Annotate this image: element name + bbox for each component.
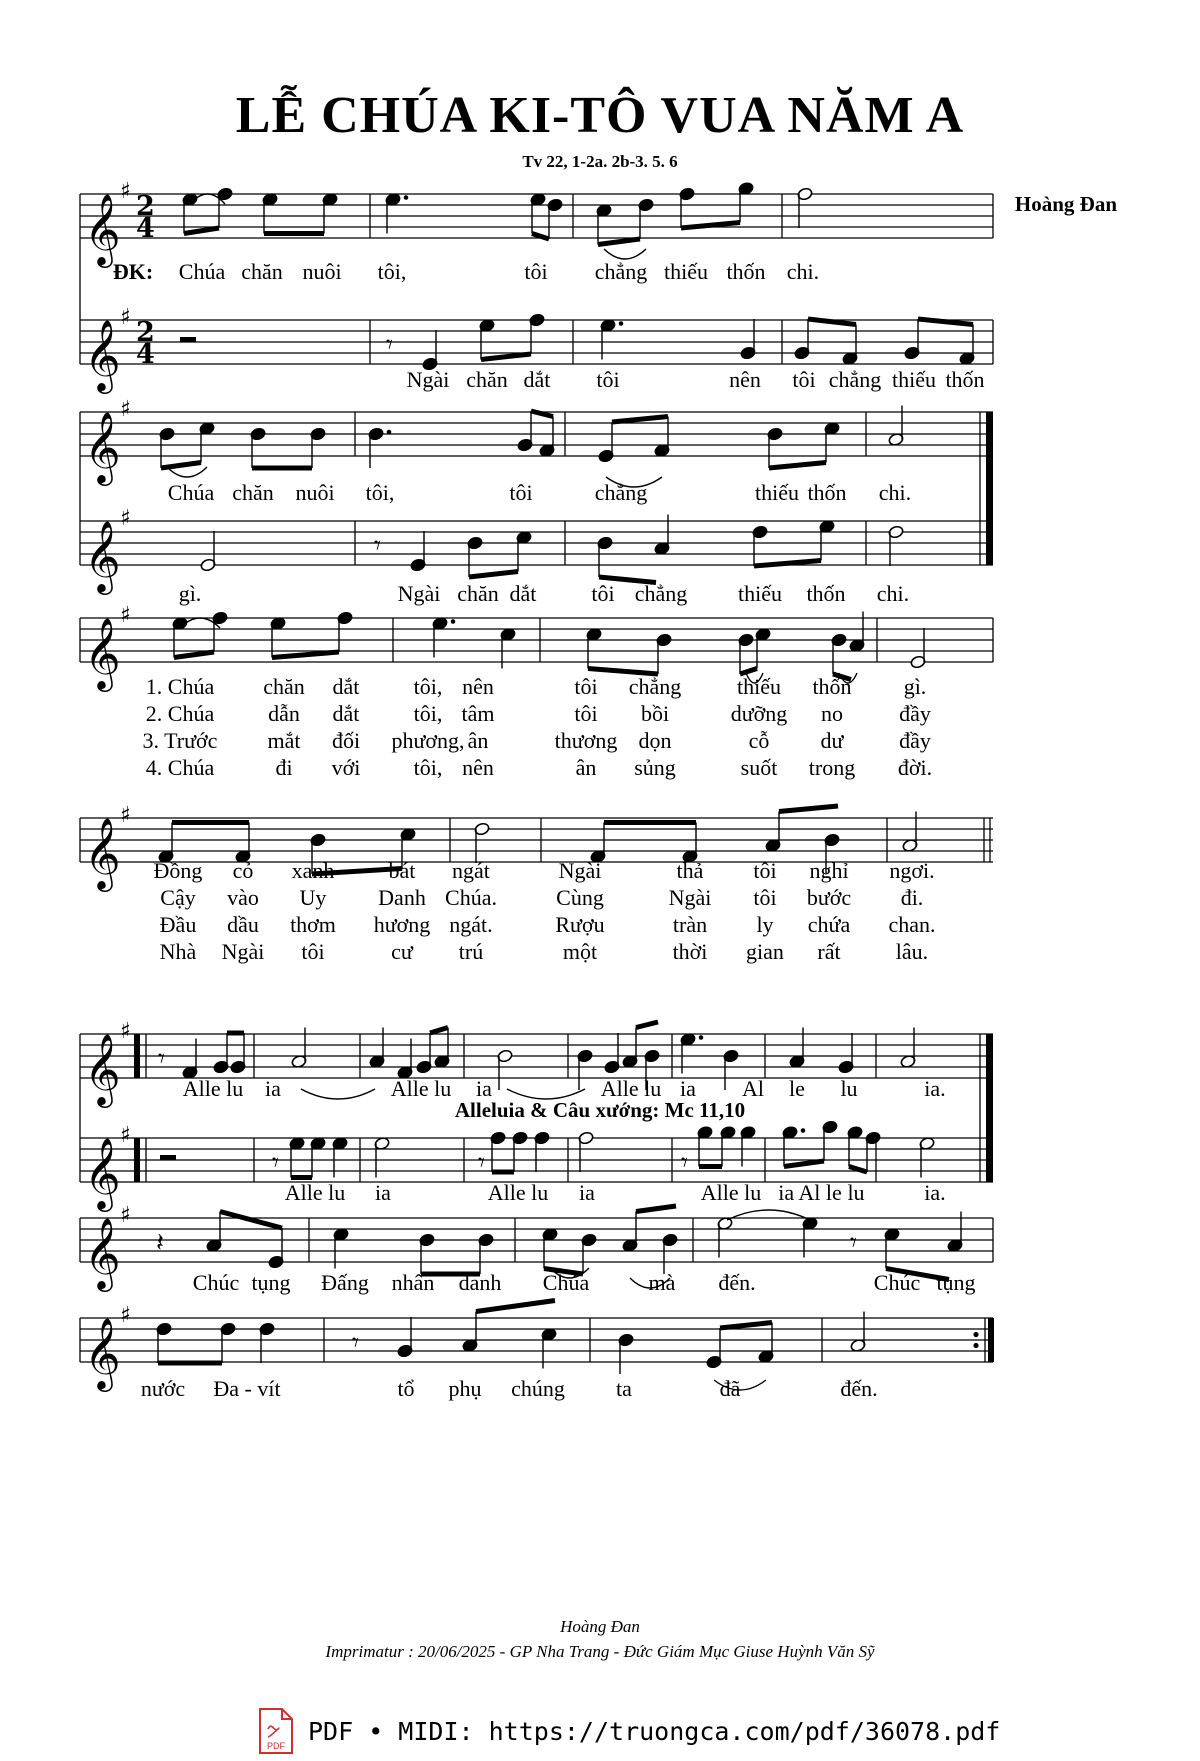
lyric-refrain-bottom: nên [729,367,761,392]
alleluia-top-lyric: Alle lu [600,1076,662,1101]
key-sharp: ♯ [120,603,131,628]
repeat-start [134,1138,140,1182]
lyric-s2-bottom: chăn [457,581,499,606]
alleluia-top-lyric: lu [840,1076,858,1101]
svg-text:𝄞: 𝄞 [84,1032,121,1105]
note [410,531,426,572]
note [529,313,545,354]
note [490,1131,506,1172]
alleluia-top-lyric: Al [742,1076,764,1101]
note [213,1033,229,1074]
verse-a-line-4: ân [575,755,597,780]
verse-a-line-2: 2. Chúa [145,701,215,726]
lyric-refrain-top: chi. [786,259,820,284]
beam [769,463,826,469]
alleluia-top-lyric: ia [476,1076,492,1101]
pdf-icon-label: PDF [267,1741,285,1751]
key-sharp: ♯ [120,1123,131,1148]
verse-a-line-4: đi [275,755,293,780]
beam [184,228,219,234]
note [268,1228,284,1269]
repeat-start [134,1034,140,1078]
alleluia-top-lyric: ia. [924,1076,946,1101]
key-sharp: ♯ [120,179,131,204]
note [212,611,228,652]
note [250,427,266,468]
treble-clef [84,816,121,892]
verse-a-line-2: dưỡng [730,701,788,726]
lyric-refrain-bottom: tôi [596,367,620,392]
note [217,187,233,228]
verse-b-line-1: thả [676,858,704,883]
verse-a-line-2: no [821,701,843,726]
note [794,319,810,360]
verse-a-line-1: thiếu [737,674,781,699]
beam [720,1323,772,1329]
svg-text:𝄞: 𝄞 [84,410,121,483]
lyric-s2-bottom: Ngài [397,581,441,606]
footer-imprimatur: Imprimatur : 20/06/2025 - GP Nha Trang - Đức Giám Mục Giuse Huỳnh Văn Sỹ [325,1642,875,1661]
note [397,1317,413,1358]
lyric-s2-top: thiếu [755,480,799,505]
svg-text:𝄞: 𝄞 [84,816,121,889]
svg-text:𝄞: 𝄞 [84,1136,121,1209]
verse-b-line-1: xanh [291,858,335,883]
note [310,427,326,468]
note [679,187,695,228]
verse-b-line-1: Đồng [153,858,203,883]
verse-line-2: tổ [397,1376,415,1401]
verse-line-2: Đa - vít [213,1376,281,1401]
note [618,1333,634,1374]
verse-a-line-1: chăn [263,674,305,699]
verse-b-line-1: bát [388,858,416,883]
verse-a-line-2: đầy [899,701,931,726]
verse-a-line-4: đời. [897,755,933,780]
note [259,1322,275,1363]
note [604,1033,620,1074]
note [577,1049,593,1090]
treble-clef [84,1032,121,1108]
lyric-refrain-bottom: thiếu [892,367,936,392]
verse-line-1: Chúa [542,1270,590,1295]
alleluia-bottom-lyric: Alle lu [487,1180,549,1205]
note [752,525,768,566]
beam [174,652,214,658]
lyric-s2-top: tôi [509,480,533,505]
verse-line-1: Chúc [873,1270,921,1295]
time-sig-top: 2 [136,317,155,348]
note [467,536,483,577]
note [517,411,533,452]
verse-b-line-2: Cùng [556,885,604,910]
lyric-refrain-bottom: dắt [523,367,551,392]
page-title: LỄ CHÚA KI-TÔ VUA NĂM A [235,87,965,144]
verse-a-line-3: đối [331,728,361,753]
verse-a-line-2: tôi, [413,701,443,726]
lyric-s2-top: chi. [878,480,912,505]
lyric-refrain-bottom: thốn [945,367,985,392]
alleluia-top-lyric: ia [680,1076,696,1101]
verse-a-line-1: thốn [812,674,852,699]
note [662,1233,678,1274]
staff-2-voice-1 [80,412,993,456]
alleluia-bottom-lyric: ia Al le [778,1180,842,1205]
verse-a-line-3: mắt [267,728,301,753]
verse-b-line-1: ngát [452,858,490,883]
alleluia-top-lyric: ia [265,1076,281,1101]
note [910,628,926,669]
eighth-rest: 𝄾 [374,531,381,561]
verse-b-line-2: vào [227,885,259,910]
time-sig-bottom: 4 [136,339,155,370]
verse-b-line-2: đi. [900,885,924,910]
half-rest [160,1155,176,1160]
pdf-midi-link[interactable] [256,1707,1000,1755]
note [904,319,920,360]
key-sharp: ♯ [120,1019,131,1044]
verse-line-2: phụ [448,1376,482,1401]
lyric-refrain-top: thốn [726,259,766,284]
verse-a-line-1: 1. Chúa [145,674,215,699]
eighth-rest: 𝄾 [478,1148,485,1178]
treble-clef [84,410,121,486]
note [534,1131,550,1172]
verse-b-line-1: Ngài [558,858,602,883]
verse-b-line-3: chứa [807,912,851,937]
verse-a-line-4: nên [462,755,494,780]
verse-b-line-3: dầu [227,912,259,937]
verse-a-line-3: ân [467,728,489,753]
lyric-refrain-top: tôi [524,259,548,284]
treble-clef [84,318,121,394]
note [220,1322,236,1363]
verse-b-line-4: lâu. [895,939,929,964]
verse-line-1: danh [458,1270,502,1295]
verse-b-line-1: cỏ [232,858,254,883]
note [797,187,813,228]
verse-line-1: nhân [391,1270,435,1295]
verse-a-line-3: 3. Trước [142,728,218,753]
verse-a-line-1: tôi [574,674,598,699]
svg-text:𝄞: 𝄞 [84,1316,121,1389]
note [478,1233,494,1274]
verse-a-line-2: dắt [332,701,360,726]
alleluia-bottom-lyric: ia. [924,1180,946,1205]
verse-a-line-1: gì. [903,674,927,699]
treble-clef [84,1136,121,1212]
svg-text:𝄞: 𝄞 [84,1216,121,1289]
lyric-s2-bottom: dắt [509,581,537,606]
treble-clef [84,192,121,268]
note [230,1033,246,1074]
verse-b-line-2: bước [806,885,852,910]
eighth-rest: 𝄾 [850,1228,857,1258]
verse-a-line-4: suốt [740,755,778,780]
beam [272,652,339,658]
note [474,822,490,863]
beam [481,354,531,360]
verse-a-line-4: với [331,755,361,780]
lyric-s2-bottom: thốn [806,581,846,606]
time-sig-top: 2 [136,191,155,222]
lyric-s2-top: thốn [807,480,847,505]
lyric-s2-bottom: thiếu [738,581,782,606]
verse-b-line-4: trú [458,939,484,964]
note [865,1131,881,1172]
time-sig-bottom: 4 [136,213,155,244]
verse-b-line-2: tôi [753,885,777,910]
verse-a-line-3: cỗ [748,728,770,753]
lyric-refrain-top: nuôi [302,259,342,284]
key-sharp: ♯ [120,1203,131,1228]
quarter-rest: 𝄽 [156,1228,164,1258]
note [723,1049,739,1090]
note [159,427,175,468]
note [497,1049,513,1090]
verse-b-line-3: ngát. [449,912,493,937]
verse-a-line-3: phương, [391,728,465,753]
beam [430,1028,448,1034]
note [656,633,672,674]
lyric-s2-bottom: tôi [591,581,615,606]
staff-verse-2 [80,1318,993,1362]
beam [784,1161,824,1167]
note [416,1033,432,1074]
key-sharp: ♯ [120,1303,131,1328]
svg-text:𝄞: 𝄞 [84,519,121,592]
note [200,531,216,572]
alleluia-bottom-lyric: lu [847,1180,865,1205]
verse-a-line-3: thương [554,728,618,753]
repeat-end [988,1318,994,1362]
beam [612,417,668,423]
note [581,1233,597,1274]
pdf-midi-link-text: PDF • MIDI: https://truongca.com/pdf/36078.pdf [308,1716,1001,1746]
lyric-s2-bottom: gì. [178,581,202,606]
note [156,1322,172,1363]
eighth-rest: 𝄾 [158,1044,165,1074]
eighth-rest: 𝄾 [352,1328,359,1358]
verse-b-line-1: ngơi. [889,858,935,883]
verse-line-2: chúng [511,1376,565,1401]
lyric-s2-top: Chúa [167,480,215,505]
alleluia-top-lyric: Alle lu [182,1076,244,1101]
verse-b-line-4: rất [817,939,841,964]
verse-b-line-2: Cậy [160,885,196,910]
lyric-s2-bottom: chẳng [634,581,688,606]
beam [636,1206,676,1212]
treble-clef [84,519,121,595]
verse-b-line-3: tràn [672,912,708,937]
beam [220,1212,282,1229]
verse-b-line-4: một [562,939,598,964]
alleluia-bottom-lyric: Alle lu [700,1180,762,1205]
lyric-refrain-top: thiếu [664,259,708,284]
beam [779,806,838,812]
footer-author: Hoàng Đan [560,1617,640,1636]
lyric-refrain-bottom: chẳng [828,367,882,392]
note [706,1328,722,1369]
verse-b-line-4: tôi [301,939,325,964]
verse-line-1: tụng [936,1270,976,1295]
verse-a-line-4: sủng [634,755,676,780]
note [838,1033,854,1074]
verse-b-line-4: Ngài [221,939,265,964]
note [822,1120,838,1161]
lyric-refrain-bottom: tôi [792,367,816,392]
alleluia-top-lyric: Alle lu [390,1076,452,1101]
note [740,319,756,360]
verse-b-line-2: Uy [299,885,327,910]
verse-b-line-4: gian [746,939,784,964]
verse-b-line-4: Nhà [159,939,197,964]
alleluia-top-lyric: le [789,1076,805,1101]
lyric-s2-top: nuôi [295,480,335,505]
note [638,198,654,239]
key-sharp: ♯ [120,397,131,422]
alleluia-bottom-lyric: ia [375,1180,391,1205]
verse-b-line-1: tôi [753,858,777,883]
eighth-rest: 𝄾 [681,1148,688,1178]
beam [598,239,640,245]
verse-line-1: tụng [251,1270,291,1295]
psalm-reference: Tv 22, 1-2a. 2b-3. 5. 6 [522,152,678,171]
beam [469,572,518,578]
verse-a-line-4: trong [808,755,856,780]
verse-b-line-2: Ngài [668,885,712,910]
note [422,330,438,371]
verse-b-line-4: cư [391,939,413,964]
verse-a-line-1: nên [462,674,494,699]
verse-b-line-3: Rượu [555,912,605,937]
half-rest [180,337,196,342]
repeat-dot [973,1332,978,1337]
lyric-refrain-top: chẳng [594,259,648,284]
note [598,422,614,463]
svg-text:𝄞: 𝄞 [84,318,121,391]
verse-b-line-4: thời [672,939,708,964]
verse-a-line-4: tôi, [413,755,443,780]
note [419,1233,435,1274]
verse-b-line-1: nghỉ [809,858,849,883]
final-bar-thick [986,412,993,565]
note [597,536,613,577]
alleluia-title: Alleluia & Câu xướng: Mc 11,10 [454,1098,746,1122]
lyric-refrain-bottom: chăn [466,367,508,392]
note [888,525,904,566]
note [831,633,847,674]
treble-clef [84,1316,121,1392]
verse-b-line-3: Đầu [159,912,197,937]
note [767,427,783,468]
treble-clef [84,1216,121,1292]
verse-a-line-2: tâm [461,701,495,726]
verse-a-line-1: dắt [332,674,360,699]
verse-a-line-3: dọn [638,728,672,753]
verse-a-line-2: tôi [574,701,598,726]
verse-line-1: Chúc [192,1270,240,1295]
svg-text:𝄞: 𝄞 [84,616,121,689]
verse-line-2: nước [140,1376,186,1401]
note [578,1131,594,1172]
svg-text:𝄞: 𝄞 [84,192,121,265]
note [547,198,563,239]
eighth-rest: 𝄾 [386,330,393,360]
note [368,427,391,468]
verse-line-1: đến. [718,1270,756,1295]
verse-a-line-3: dư [820,728,844,753]
lyric-s2-top: chẳng [594,480,648,505]
key-sharp: ♯ [120,305,131,330]
verse-line-1: mà [648,1270,676,1295]
eighth-rest: 𝄾 [272,1148,279,1178]
staff-2-voice-2 [80,521,993,565]
treble-clef [84,616,121,692]
verse-line-1: Đấng [321,1270,369,1295]
lyric-refrain-top: Chúa [178,259,226,284]
verse-line-2: đến. [840,1376,878,1401]
verse-b-line-3: hương [373,912,431,937]
verse-b-line-3: ly [756,912,774,937]
verse-line-2: ta [616,1376,632,1401]
verse-b-line-3: thơm [290,912,336,937]
verse-a-line-2: dẫn [268,701,300,726]
pdf-file-icon [256,1707,296,1755]
verse-b-line-2: Chúa. [445,885,497,910]
lyric-refrain-top: chăn [241,259,283,284]
alleluia-bottom-lyric: ia [579,1180,595,1205]
key-sharp: ♯ [120,506,131,531]
note [337,611,353,652]
verse-a-line-4: 4. Chúa [145,755,215,780]
note [512,1131,528,1172]
lyric-s2-top: chăn [232,480,274,505]
beam [476,1301,555,1312]
refrain-label: ĐK: [112,259,154,284]
verse-a-line-2: bồi [640,701,670,726]
lyric-s2-top: tôi, [365,480,395,505]
verse-b-line-3: chan. [888,912,936,937]
beam [636,1022,658,1028]
verse-a-line-1: tôi, [413,674,443,699]
alleluia-bottom-lyric: Alle lu [284,1180,346,1205]
verse-a-line-3: đầy [899,728,931,753]
lyric-refrain-top: tôi, [377,259,407,284]
repeat-dot [973,1343,978,1348]
verse-b-line-2: Danh [378,885,426,910]
lyric-refrain-bottom: Ngài [406,367,450,392]
verse-line-2: đã [719,1376,741,1401]
lyric-s2-bottom: chi. [876,581,910,606]
key-sharp: ♯ [120,803,131,828]
composer-name: Hoàng Đan [1014,192,1117,216]
slur [604,249,646,259]
verse-a-line-1: chẳng [628,674,682,699]
